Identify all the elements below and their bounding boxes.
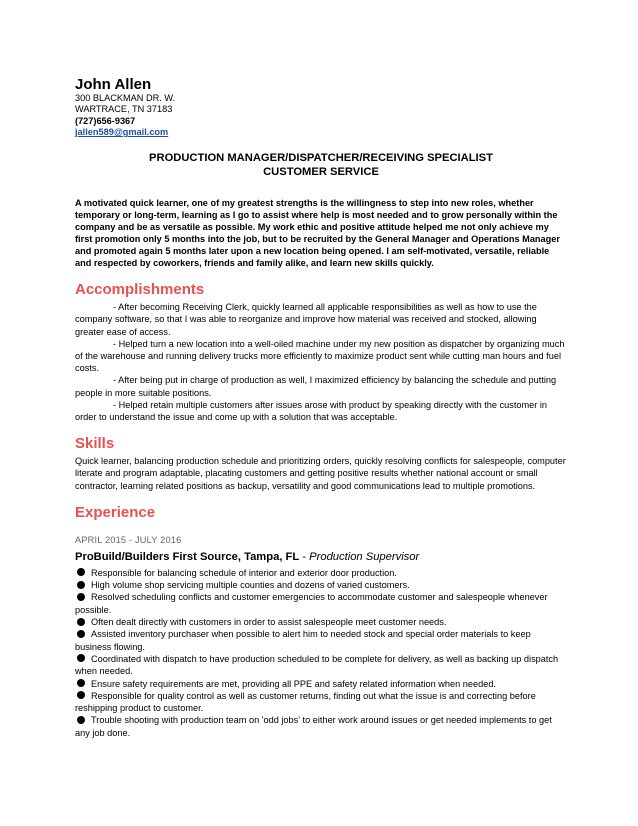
accomplishment-item: - After becoming Receiving Clerk, quickly learned all applicable responsibilities as well as how to use the company software, so that I was able to reorganize and improve how material was received and stocked, allowing greater ease of access. — [75, 302, 537, 337]
resume-content — [75, 77, 567, 739]
bullet-icon — [77, 654, 85, 662]
accomplishments-section — [75, 281, 567, 423]
job-dates: APRIL 2015 - JULY 2016 — [75, 534, 182, 545]
accomplishment-item: - After being put in charge of production as well, I maximized efficiency by balancing the schedule and putting people in more suitable positions. — [75, 375, 557, 398]
accomplishment-item: - Helped retain multiple customers after issues arose with product by speaking directly with the customer in order to understand the issue and come up with a solution that was acceptable. — [75, 399, 548, 423]
bullet-icon — [77, 691, 85, 699]
skills-text: Quick learner, balancing production schedule and prioritizing orders, quickly resolving conflicts for salespeople, computer literate and program adaptable, placating customers and getting positive results whether national account or small contractor, learning related positions as backup, versatility and good communications lead to multiple promotions. — [75, 456, 566, 491]
candidate-name: John Allen — [75, 76, 152, 93]
list-item — [75, 653, 567, 678]
job-title-line-1: PRODUCTION MANAGER/DISPATCHER/RECEIVING SPECIALIST — [149, 151, 493, 164]
job-title-line-2: CUSTOMER SERVICE — [263, 165, 379, 178]
bullet-text: Coordinated with dispatch to have production scheduled to be complete for delivery, as well as backing up dispatch when needed. — [75, 653, 559, 677]
address-line-2: WARTRACE, TN 37183 — [75, 104, 173, 115]
skills-section — [75, 435, 567, 492]
job-header — [75, 550, 567, 564]
email-link[interactable]: jallen589@gmail.com — [75, 127, 169, 138]
job-company: ProBuild/Builders First Source, Tampa, FL — [75, 550, 300, 563]
bullet-icon — [77, 618, 85, 626]
phone-number: (727)656-9367 — [75, 115, 136, 126]
list-item — [75, 579, 567, 591]
bullet-text: Responsible for balancing schedule of interior and exterior door production. — [91, 567, 397, 578]
list-item — [75, 690, 567, 715]
list-item — [75, 616, 567, 628]
bullet-text: Ensure safety requirements are met, providing all PPE and safety related information when needed. — [91, 678, 496, 689]
bullet-icon — [77, 716, 85, 724]
list-item — [75, 678, 567, 690]
job-responsibilities-list — [75, 567, 567, 739]
professional-summary: A motivated quick learner, one of my greatest strengths is the willingness to step into new roles, whether temporary or long-term, learning as I go to assist where help is most needed and to grow personally within the company and be as versatile as possible. My work ethic and positive attitude helped me not only achieve my first promotion only 5 months into the job, but to be recruited by the General Manager and Operations Manager and promoted again 5 months later upon a new location being opened. I am self-motivated, versatile, reliable and respected by coworkers, friends and family alike, and learn new skills quickly. — [75, 197, 560, 269]
job-separator: - — [299, 550, 310, 563]
bullet-text: Trouble shooting with production team on 'odd jobs' to either work around issues or get needed implements to get any job done. — [75, 715, 552, 738]
accomplishments-heading: Accomplishments — [75, 281, 205, 299]
bullet-text: Assisted inventory purchaser when possible to alert him to needed stock and special order materials to keep business flowing. — [75, 629, 531, 652]
bullet-icon — [77, 630, 85, 638]
list-item — [75, 567, 567, 579]
bullet-icon — [77, 593, 85, 601]
job-title-block — [75, 151, 567, 179]
accomplishment-item: - Helped turn a new location into a well-oiled machine under my new position as dispatcher by organizing much of the warehouse and running delivery trucks more efficiently to maximize product sent while cutting man hours and fuel costs. — [75, 338, 565, 374]
job-entry — [75, 534, 567, 739]
bullet-text: Responsible for quality control as well as customer returns, finding out what the issue is and correcting before reshipping product to customer. — [75, 690, 536, 714]
list-item — [75, 591, 567, 616]
bullet-icon — [77, 568, 85, 576]
list-item — [75, 714, 567, 739]
experience-section — [75, 504, 567, 739]
bullet-icon — [77, 581, 85, 589]
bullet-icon — [77, 679, 85, 687]
address-line-1: 300 BLACKMAN DR. W. — [75, 93, 176, 103]
contact-header — [75, 77, 567, 139]
bullet-text: Resolved scheduling conflicts and customer emergencies to accommodate customer and salespeople whenever possible. — [75, 592, 548, 615]
skills-heading: Skills — [75, 435, 115, 453]
bullet-text: High volume shop servicing multiple counties and dozens of varied customers. — [91, 580, 410, 591]
experience-heading: Experience — [75, 503, 156, 521]
list-item — [75, 628, 567, 653]
bullet-text: Often dealt directly with customers in order to assist salespeople meet customer needs. — [91, 617, 447, 628]
job-role: Production Supervisor — [309, 550, 420, 563]
